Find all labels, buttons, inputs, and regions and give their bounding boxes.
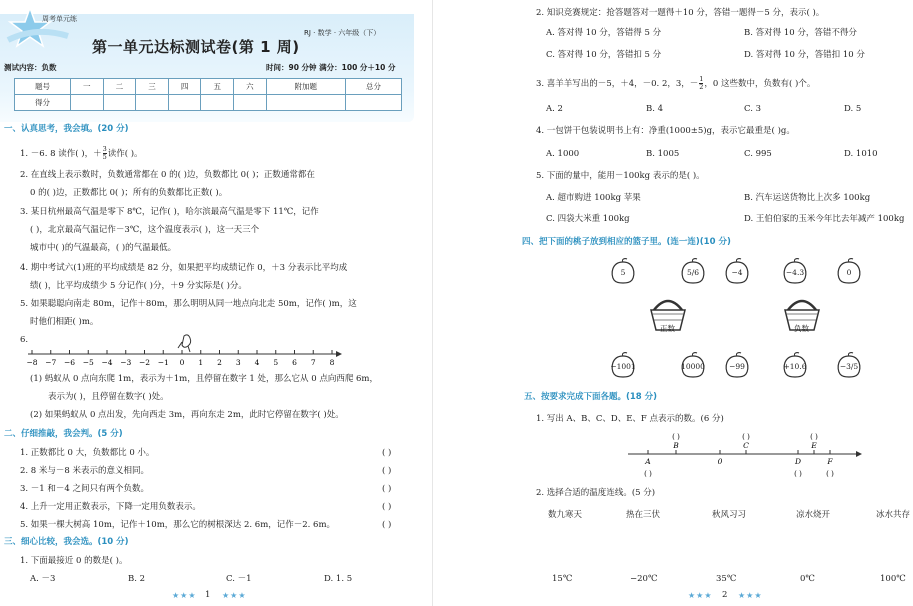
q1-6-1a: (1) 蚂蚁从 0 点向东爬 1m，表示为＋1m，且停留在数字 1 处，那么它从 0 点向西爬 6m，	[30, 374, 378, 384]
score-cell[interactable]	[168, 95, 201, 111]
temperature-label[interactable]: 0℃	[800, 574, 815, 584]
basket-positive-label: 正数	[660, 324, 675, 333]
tick-label: −3	[120, 358, 132, 367]
temperature-label[interactable]: 15℃	[552, 574, 573, 584]
q1-5a: 5. 如果聪聪向南走 80m，记作＋80m，那么明明从同一地点向北走 50m，记作( )m，这	[20, 299, 357, 309]
score-header: 四	[168, 79, 201, 95]
temperature-label[interactable]: 35℃	[716, 574, 737, 584]
q3-5: 5. 下面的量中，能用－100kg 表示的是( )。	[536, 171, 705, 181]
point-label: B	[673, 441, 679, 450]
tick-label: 4	[254, 358, 260, 367]
peach-card[interactable]	[722, 258, 752, 286]
footer-stars-right: ★★★	[222, 591, 247, 600]
q3-1-opt-b: B. 2	[128, 574, 146, 584]
point-label: E	[811, 441, 817, 450]
peach-card[interactable]	[834, 258, 864, 286]
ant-icon	[178, 335, 191, 352]
q1-4a: 4. 期中考试六(1)班的平均成绩是 82 分，如果把平均成绩记作 0，＋3 分表示比平均成	[20, 263, 348, 273]
q3-3-text: 3. 喜羊羊写出的－5，＋4，－0. 2，3，－	[536, 79, 699, 89]
tick-label: −1	[157, 358, 169, 367]
judge-answer-paren[interactable]: ( )	[382, 484, 392, 494]
point-label: 0	[717, 457, 723, 466]
scene-label[interactable]: 凉水烧开	[796, 510, 831, 520]
point-label: A	[645, 457, 651, 466]
peach-card[interactable]	[608, 258, 638, 286]
score-cell[interactable]	[103, 95, 136, 111]
tick-label: 7	[310, 358, 316, 367]
q3-3	[536, 76, 815, 91]
fraction-den: 2	[699, 83, 704, 91]
q3-1: 1. 下面最接近 0 的数是( )。	[20, 556, 128, 566]
point-label: D	[794, 457, 802, 466]
q1-3a: 3. 某日杭州最高气温是零下 8℃，记作( )，哈尔滨最高气温是零下 11℃，记作	[20, 207, 319, 217]
peach-label: 10000	[681, 362, 705, 371]
temperature-label[interactable]: 100℃	[880, 574, 906, 584]
score-header: 附加题	[266, 79, 345, 95]
point-label: F	[827, 457, 833, 466]
q3-3-opt-d: D. 5	[844, 104, 862, 114]
q3-3-opt-c: C. 3	[744, 104, 762, 114]
score-header: 一	[70, 79, 103, 95]
peach-label: −4.3	[785, 268, 805, 277]
q3-1-opt-a: A. －3	[30, 574, 56, 584]
answer-paren[interactable]: ( )	[742, 433, 750, 441]
tick-label: −2	[138, 358, 151, 367]
judge-item: 3. －1 和－4 之间只有两个负数。	[20, 484, 150, 494]
peach-card[interactable]	[678, 258, 708, 286]
q3-5-opt-b: B. 汽车运送货物比上次多 100kg	[744, 193, 871, 203]
score-cell[interactable]	[70, 95, 103, 111]
section-2-heading: 二、仔细推敲，我会判。(5 分)	[4, 429, 123, 439]
number-line	[24, 332, 344, 370]
section-5-heading: 五、按要求完成下面各题。(18 分)	[524, 392, 658, 402]
answer-paren[interactable]: ( )	[794, 470, 802, 478]
page-divider	[432, 0, 433, 606]
scene-label[interactable]: 热在三伏	[626, 510, 661, 520]
peach-label: +10.6	[783, 362, 807, 371]
score-cell[interactable]	[234, 95, 267, 111]
fraction	[103, 146, 107, 161]
peach-card[interactable]	[780, 352, 810, 380]
judge-item: 5. 如果一棵大树高 10m，记作＋10m，那么它的树根深达 2. 6m，记作－2. 6m。	[20, 520, 336, 530]
fraction-den: 5	[102, 153, 107, 161]
q3-4-opt-d: D. 1010	[844, 149, 878, 159]
tick-label: −5	[82, 358, 94, 367]
scene-label[interactable]: 数九寒天	[548, 510, 583, 520]
tick-label: −4	[101, 358, 113, 367]
point-label: C	[743, 441, 749, 450]
grade-tag: RJ · 数学 · 六年级（下）	[304, 29, 381, 37]
q1-6-2: (2) 如果蚂蚁从 0 点出发，先向西走 3m，再向东走 2m，此时它停留在数字( )处。	[30, 410, 344, 420]
peach-label: −99	[729, 362, 745, 371]
fraction-num: 1	[699, 75, 704, 83]
basket-negative-label: 负数	[794, 324, 809, 333]
q3-4: 4. 一包饼干包装说明书上有：净重(1000±5)g，表示它最重是( )g。	[536, 126, 795, 136]
judge-item: 4. 上升一定用正数表示，下降一定用负数表示。	[20, 502, 201, 512]
peach-label: −3/5	[839, 362, 859, 371]
right-page	[436, 0, 913, 606]
q1-4b: 绩( )，比平均成绩少 5 分记作( )分，＋9 分实际是( )分。	[30, 281, 247, 291]
q3-3-opt-b: B. 4	[646, 104, 664, 114]
q1-2a: 2. 在直线上表示数时，负数通常都在 0 的( )边，负数都比 0( )；正数通常都在	[20, 170, 315, 180]
score-table-header-row	[15, 79, 402, 95]
peach-card[interactable]	[780, 258, 810, 286]
q1-1-text-b: 读作( )。	[107, 149, 143, 159]
score-cell[interactable]	[136, 95, 169, 111]
q1-3b: ( )，北京最高气温记作－3℃，这个温度表示( )，这一天三个	[30, 225, 260, 235]
temperature-label[interactable]: −20℃	[630, 574, 658, 584]
judge-answer-paren[interactable]: ( )	[382, 448, 392, 458]
points-number-line	[626, 430, 866, 478]
scene-label[interactable]: 秋风习习	[712, 510, 747, 520]
peach-card[interactable]	[722, 352, 752, 380]
peach-label: 5/6	[686, 268, 700, 277]
q3-2-opt-b: B. 答对得 10 分，答错不得分	[744, 28, 857, 38]
q3-1-opt-c: C. －1	[226, 574, 252, 584]
q1-6-1b: 表示为( )，且停留在数字( )处。	[48, 392, 169, 402]
score-header: 总分	[345, 79, 401, 95]
q3-5-opt-a: A. 超市购进 100kg 苹果	[546, 193, 641, 203]
page-title: 第一单元达标测试卷(第 1 周)	[92, 38, 300, 56]
peach-label: 5	[620, 268, 626, 277]
q3-5-opt-c: C. 四袋大米重 100kg	[546, 214, 630, 224]
peach-card[interactable]	[678, 352, 708, 380]
q1-5b: 时他们相距( )m。	[30, 317, 99, 327]
q3-3-opt-a: A. 2	[546, 104, 563, 114]
content-label: 测试内容：负数	[4, 63, 57, 72]
judge-answer-paren[interactable]: ( )	[382, 466, 392, 476]
footer-stars-right: ★★★	[738, 591, 763, 600]
q3-1-opt-d: D. 1. 5	[324, 574, 353, 584]
section-1-heading: 一、认真思考，我会填。(20 分)	[4, 124, 129, 134]
tick-label: 6	[292, 358, 297, 367]
score-header: 六	[234, 79, 267, 95]
tick-label: 8	[329, 358, 335, 367]
score-header: 题号	[15, 79, 71, 95]
q1-3c: 城市中( )的气温最高，( )的气温最低。	[30, 243, 177, 253]
q1-2b: 0 的( )边，正数都比 0( )；所有的负数都比正数( )。	[30, 188, 228, 198]
judge-item: 2. 8 米与－8 米表示的意义相同。	[20, 466, 150, 476]
q5-2: 2. 选择合适的温度连线。(5 分)	[536, 488, 656, 498]
q3-4-opt-b: B. 1005	[646, 149, 680, 159]
tick-label: 2	[217, 358, 222, 367]
page-number: 1	[205, 590, 211, 600]
section-4-heading: 四、把下面的桃子放到相应的篮子里。(连一连)(10 分)	[522, 237, 731, 247]
fraction	[699, 76, 703, 91]
peach-card[interactable]	[608, 352, 638, 380]
q3-3-text-b: ，0 这些数中，负数有( )个。	[704, 79, 816, 89]
score-cell[interactable]	[266, 95, 345, 111]
tick-label: −7	[45, 358, 57, 367]
q3-2-opt-c: C. 答对得 10 分，答错扣 5 分	[546, 50, 662, 60]
tick-label: −8	[26, 358, 38, 367]
answer-paren[interactable]: ( )	[826, 470, 834, 478]
q5-1: 1. 写出 A、B、C、D、E、F 点表示的数。(6 分)	[536, 414, 724, 424]
score-table	[14, 78, 402, 111]
tick-label: 3	[235, 358, 241, 367]
q1-1	[20, 146, 143, 161]
peach-card[interactable]	[834, 352, 864, 380]
score-header: 五	[201, 79, 234, 95]
q3-4-opt-c: C. 995	[744, 149, 772, 159]
tick-label: −6	[63, 358, 76, 367]
time-score: 时间：90 分钟 满分：100 分＋10 分	[266, 63, 396, 72]
judge-answer-paren[interactable]: ( )	[382, 520, 392, 530]
footer-stars-left: ★★★	[688, 591, 713, 600]
q1-1-text: 1. －6. 8 读作( )，＋	[20, 149, 102, 159]
q3-2-opt-a: A. 答对得 10 分，答错得 5 分	[546, 28, 662, 38]
tick-label: 0	[179, 358, 185, 367]
answer-paren[interactable]: ( )	[644, 470, 652, 478]
peach-label: 0	[846, 268, 852, 277]
q3-2: 2. 知识竞赛规定：抢答题答对一题得＋10 分，答错一题得－5 分，表示( )。	[536, 8, 825, 18]
tick-label: 5	[273, 358, 279, 367]
answer-paren[interactable]: ( )	[810, 433, 818, 441]
left-page	[0, 0, 430, 606]
q3-2-opt-d: D. 答对得 10 分，答错扣 10 分	[744, 50, 865, 60]
score-header: 二	[103, 79, 136, 95]
page-number: 2	[722, 590, 728, 600]
score-cell[interactable]	[345, 95, 401, 111]
footer-stars-left: ★★★	[172, 591, 197, 600]
scene-label[interactable]: 冰水共存	[876, 510, 911, 520]
judge-answer-paren[interactable]: ( )	[382, 502, 392, 512]
q1-6: 6.	[20, 335, 29, 345]
q3-4-opt-a: A. 1000	[546, 149, 580, 159]
score-row-label: 得分	[15, 95, 71, 111]
section-3-heading: 三、细心比较，我会选。(10 分)	[4, 537, 129, 547]
score-table-row	[15, 95, 402, 111]
tick-label: 1	[198, 358, 204, 367]
badge-label: 周考单元练	[42, 15, 77, 23]
score-cell[interactable]	[201, 95, 234, 111]
score-header: 三	[136, 79, 169, 95]
peach-label: −4	[731, 268, 743, 277]
peach-label: −1001	[610, 362, 636, 371]
fraction-num: 3	[102, 145, 107, 153]
answer-paren[interactable]: ( )	[672, 433, 680, 441]
q3-5-opt-d: D. 王伯伯家的玉米今年比去年减产 100kg	[744, 214, 905, 224]
judge-item: 1. 正数都比 0 大，负数都比 0 小。	[20, 448, 155, 458]
